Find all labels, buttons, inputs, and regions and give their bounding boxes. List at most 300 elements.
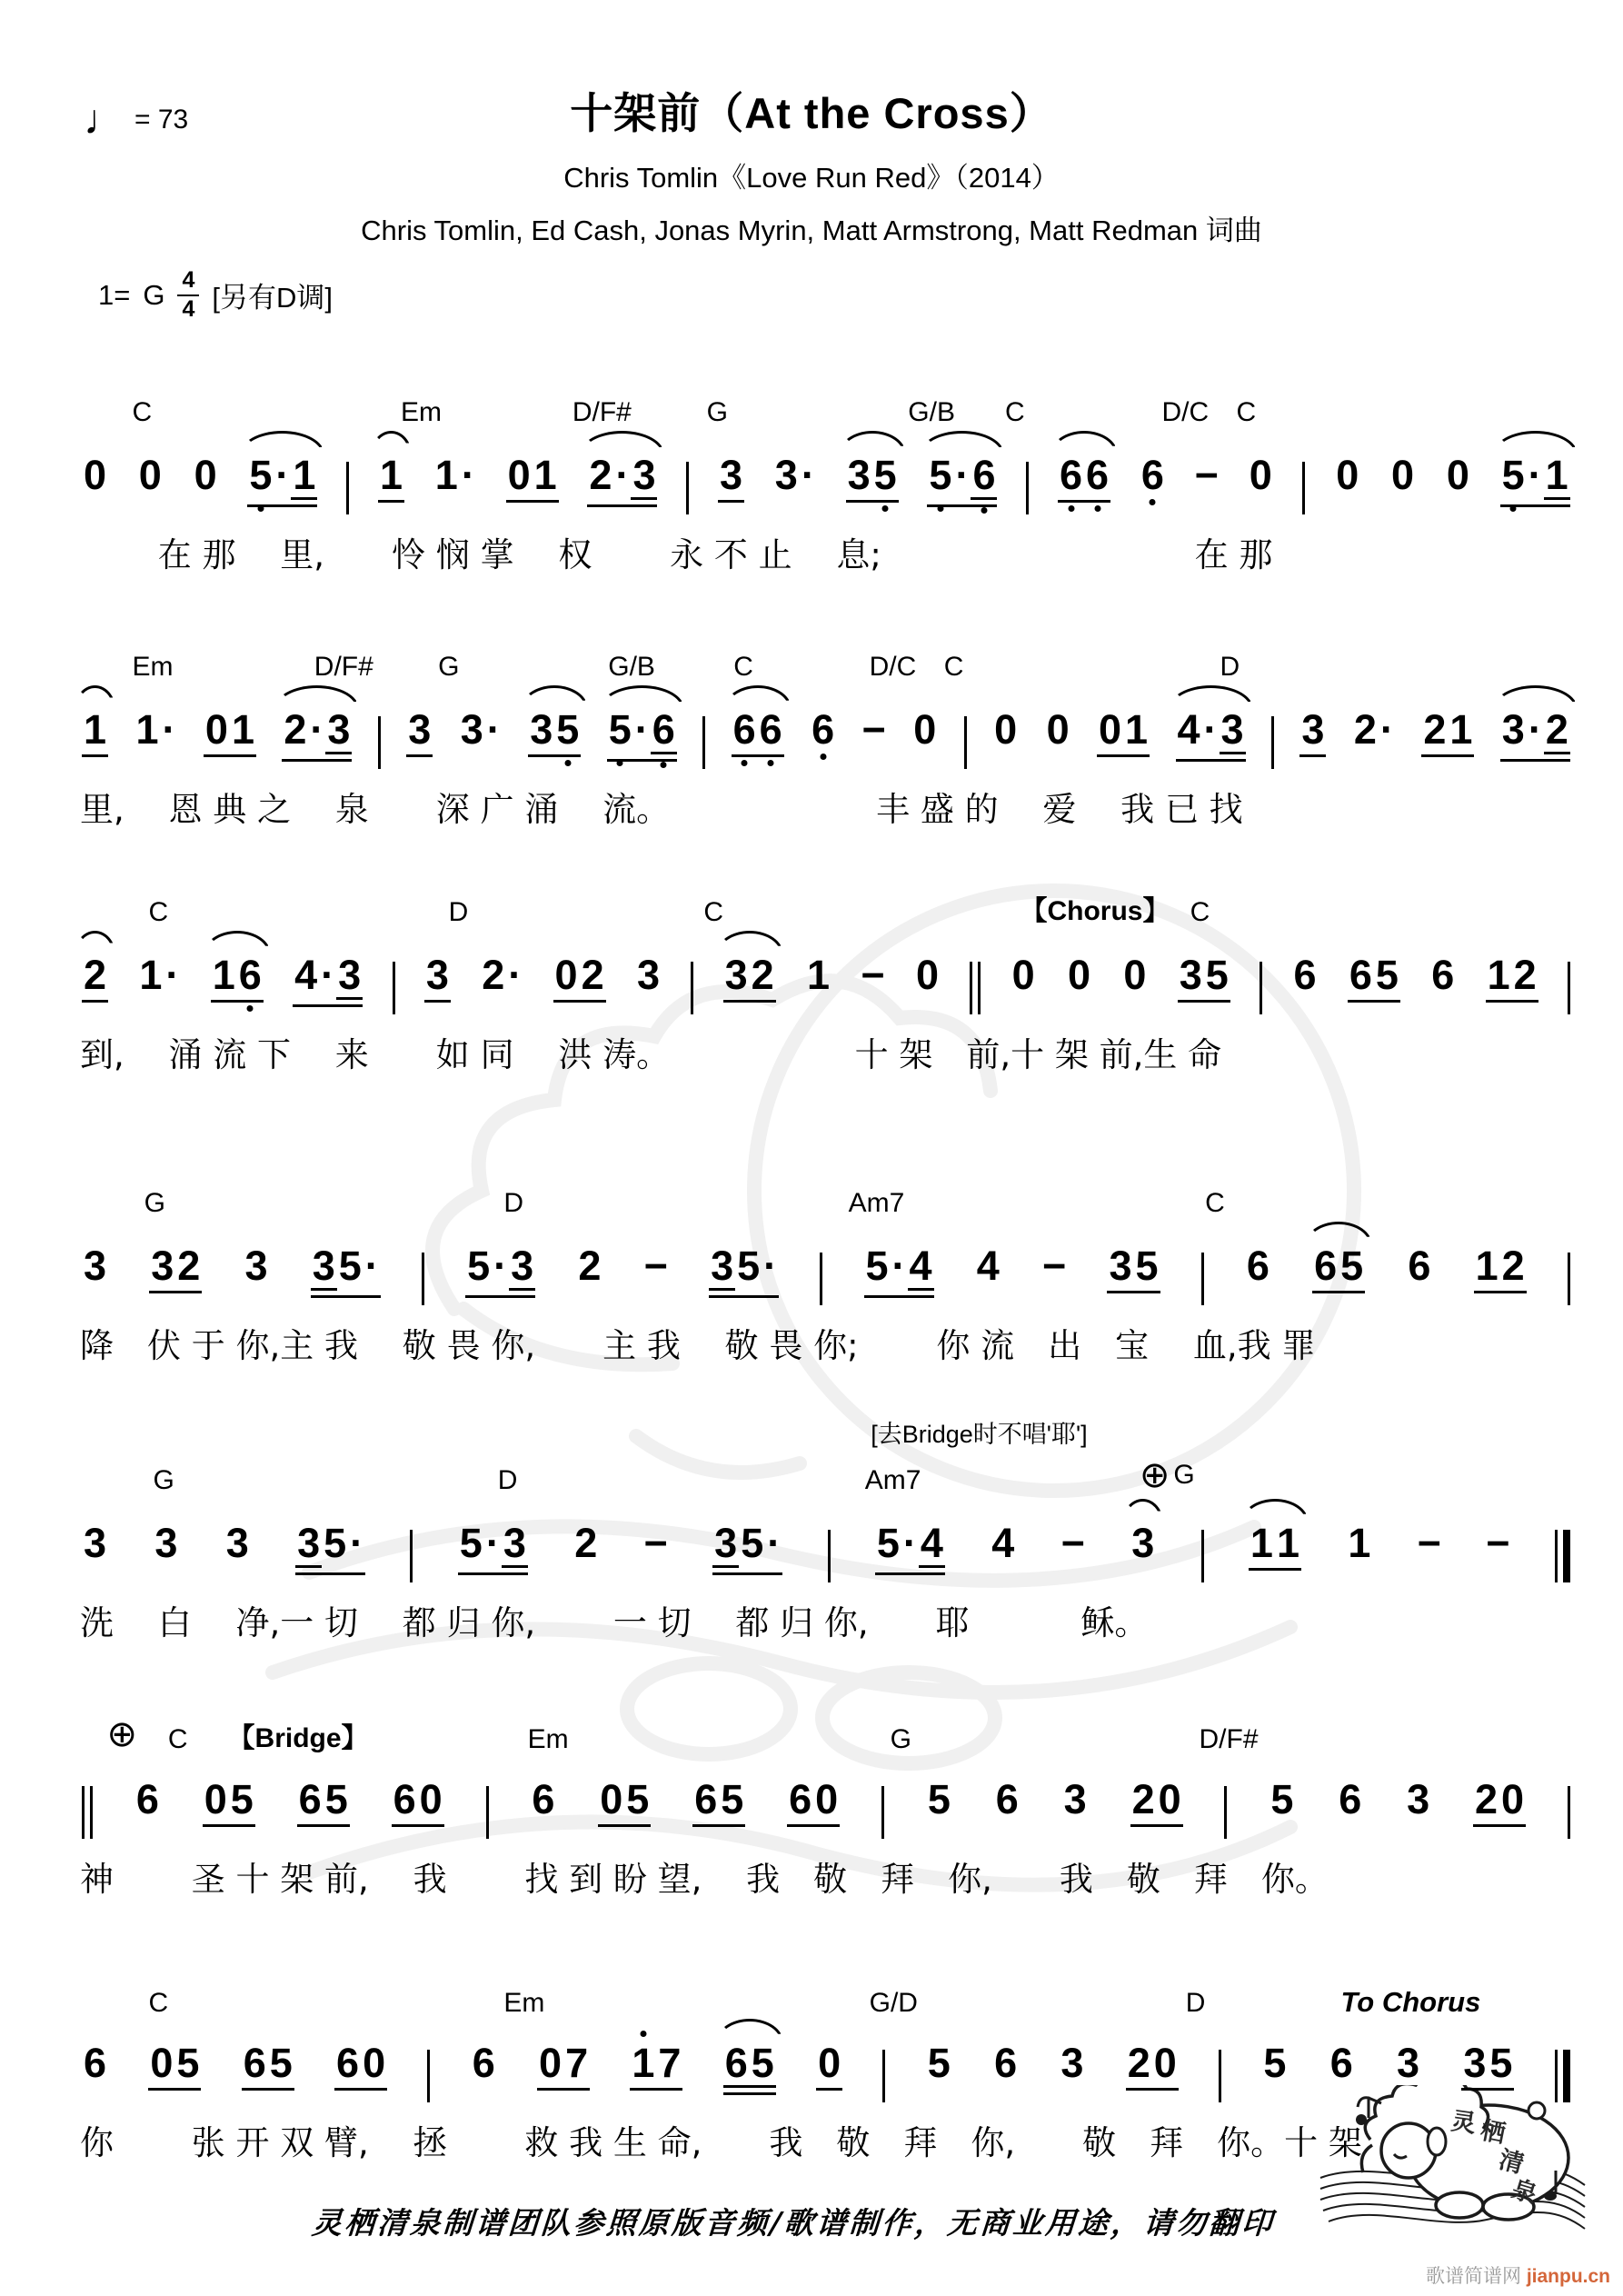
note-char: 6: [393, 1776, 416, 1822]
note-char: ·: [508, 952, 523, 998]
note-group: [1461, 2042, 1514, 2091]
lyrics-line: 到, 涌 流 下 来 如 同 洪 涛。 十 架 前,十 架 前,生 命: [80, 1035, 1222, 1074]
barline: [1568, 1786, 1570, 1839]
note-char: 6: [994, 2040, 1018, 2086]
note-char: 3: [511, 1243, 534, 1289]
chord-label: C: [1236, 397, 1257, 427]
note-char: 1: [84, 706, 107, 753]
note-char: 1: [1487, 952, 1510, 998]
note-char: 5: [608, 706, 632, 753]
barline-stroke: [90, 1786, 93, 1839]
barline-stroke: [691, 962, 693, 1014]
note-group: [1334, 452, 1360, 498]
note-group: [1389, 452, 1416, 498]
coda-sign-icon: ⊕: [106, 1714, 138, 1754]
note-char: 6: [652, 706, 675, 753]
note-char: 4: [294, 952, 318, 998]
note-char: 0: [507, 452, 531, 498]
chord-label: Am7: [848, 1188, 905, 1218]
note-char: 3: [460, 706, 483, 753]
note-char: 6: [243, 2040, 266, 2086]
note-group: [471, 2040, 497, 2086]
note-char: 5: [737, 1243, 761, 1289]
barline-stroke: [1260, 962, 1262, 1014]
note-char: 6: [1086, 452, 1110, 498]
album-line: Chris Tomlin《Love Run Red》（2014）: [563, 162, 1060, 194]
note-char: 5: [1135, 1243, 1159, 1289]
note-group: [153, 1520, 179, 1566]
note-group: [630, 2042, 682, 2091]
note-group: [433, 452, 477, 498]
note-char: 1: [231, 706, 254, 753]
notes-row: [80, 1520, 1572, 1575]
barline-stroke: [1219, 2050, 1221, 2102]
note-char: ·: [310, 706, 324, 753]
barline-stroke: [1555, 2050, 1558, 2102]
barline-stroke: [970, 962, 972, 1014]
barline-stroke: [393, 962, 395, 1014]
dash-note: −: [1486, 1520, 1510, 1566]
note-group: [480, 952, 523, 998]
note-char: 6: [135, 1776, 159, 1822]
chord-label: D: [497, 1465, 518, 1495]
note-char: 0: [1046, 706, 1070, 753]
note-char: 3: [1301, 706, 1325, 753]
barline: [410, 1530, 413, 1582]
note-char: 2: [574, 1520, 598, 1566]
note-char: 0: [1336, 452, 1359, 498]
chord-label: C: [1190, 897, 1210, 927]
note-char: 5: [269, 2040, 293, 2086]
note-char: 1: [1449, 706, 1473, 753]
note-char: ·: [1379, 706, 1394, 753]
note-char: 3: [408, 706, 432, 753]
note-char: 5: [1340, 1243, 1364, 1289]
note-char: ·: [801, 452, 815, 498]
note-group: [1107, 1245, 1160, 1293]
note-group: [506, 454, 559, 503]
lyrics-line: 你 张 开 双 臂, 拯 救 我 生 命, 我 敬 拜 你, 敬 拜 你。十 架: [80, 2123, 1362, 2162]
note-char: ·: [1528, 452, 1542, 498]
chord-label: D/F#: [572, 397, 632, 427]
note-group: [293, 954, 363, 1007]
chord-label: 【Chorus】: [1020, 896, 1170, 926]
note-group: [537, 2042, 590, 2091]
note-char: 5: [865, 1243, 889, 1289]
note-char: 1: [1545, 452, 1568, 498]
note-char: 5: [626, 1776, 650, 1822]
note-char: 2: [1501, 1243, 1525, 1289]
note-group: [1406, 1243, 1432, 1289]
barline-stroke: [1224, 1786, 1227, 1839]
note-group: [530, 1776, 556, 1822]
barline: [1568, 962, 1570, 1014]
chord-label: Em: [132, 652, 174, 682]
note-char: 5: [324, 1776, 348, 1822]
note-group: [911, 706, 938, 753]
note-group: [149, 1245, 202, 1293]
note-char: ·: [350, 1520, 364, 1566]
dash-note: −: [643, 1243, 668, 1289]
note-char: ·: [321, 952, 335, 998]
note-group: [805, 952, 831, 998]
note-char: ·: [461, 452, 475, 498]
barline-stroke: [1201, 1253, 1204, 1305]
chord-label: G: [438, 652, 460, 682]
music-system-4: [80, 1177, 1572, 1367]
note-char: 0: [1446, 452, 1469, 498]
note-char: 3: [714, 1520, 738, 1566]
note-char: 1: [379, 452, 403, 498]
dash-note: −: [1417, 1520, 1441, 1566]
music-system-5: [80, 1421, 1572, 1644]
barline-stroke: [427, 2050, 430, 2102]
logo-char: 栖: [1478, 2116, 1508, 2150]
chord-label: Am7: [864, 1465, 921, 1495]
note-char: ·: [615, 452, 630, 498]
note-char: 0: [194, 452, 217, 498]
chord-label: Em: [503, 1988, 545, 2018]
note-char: 6: [298, 1776, 322, 1822]
barline-stroke: [881, 1786, 884, 1839]
note-char: 3: [297, 1520, 321, 1566]
barline-stroke: [964, 716, 967, 769]
dash-note: −: [1194, 452, 1219, 498]
note-char: 3: [154, 1520, 178, 1566]
note-char: 4: [976, 1243, 1000, 1289]
note-group: [635, 952, 662, 998]
note-char: 0: [539, 2040, 563, 2086]
barline-stroke: [486, 1786, 489, 1839]
barline: [964, 716, 967, 769]
note-group: [1178, 954, 1230, 1003]
note-group: [1248, 452, 1274, 498]
performance-annotation: [去Bridge时不唱'耶']: [871, 1421, 1088, 1448]
note-group: [810, 706, 836, 753]
note-group: [148, 2042, 201, 2091]
note-char: 6: [1408, 1243, 1431, 1289]
note-group: [82, 2040, 108, 2086]
note-group: [598, 1776, 651, 1827]
note-char: 5: [876, 1520, 900, 1566]
chord-row: [80, 1454, 1572, 1496]
dash-note: −: [643, 1520, 668, 1566]
note-char: 2: [84, 952, 107, 998]
note-group: [242, 2042, 294, 2091]
note-char: 5: [927, 2040, 951, 2086]
barline-stroke: [1271, 716, 1274, 769]
chord-label: D: [1220, 652, 1240, 682]
note-group: [732, 706, 784, 757]
note-char: 1: [212, 952, 235, 998]
note-char: 3: [1220, 706, 1244, 753]
note-char: 1: [632, 2040, 655, 2086]
note-group: [82, 1520, 108, 1566]
note-group: [137, 952, 181, 998]
note-char: 3: [1109, 1243, 1132, 1289]
note-char: 6: [732, 706, 756, 753]
note-group: [1130, 1520, 1156, 1566]
chord-label: C: [703, 897, 724, 927]
note-char: 0: [994, 706, 1018, 753]
note-char: ·: [955, 452, 970, 498]
note-char: 0: [600, 1776, 623, 1822]
chord-label: D/F#: [1199, 1724, 1259, 1754]
note-char: 7: [658, 2040, 682, 2086]
chord-label: D/F#: [314, 652, 373, 682]
note-char: ·: [763, 1243, 778, 1289]
notes-row: [80, 952, 1572, 1007]
note-group: [926, 2040, 952, 2086]
note-group: [528, 706, 581, 757]
note-char: 6: [1293, 952, 1317, 998]
barline: [486, 1786, 489, 1839]
chord-label: D/C: [869, 652, 917, 682]
note-group: [1121, 952, 1148, 998]
logo-char: 泉: [1508, 2175, 1540, 2210]
note-char: 6: [1329, 2040, 1353, 2086]
barline-stroke: [410, 1530, 413, 1582]
barline: [1026, 462, 1029, 514]
note-char: 0: [1501, 1776, 1525, 1822]
barline-stroke: [346, 462, 349, 514]
note-char: 0: [150, 2040, 174, 2086]
notes-row: [80, 2042, 1572, 2095]
note-char: 5: [1489, 2040, 1513, 2086]
note-char: 6: [238, 952, 262, 998]
note-char: 6: [84, 2040, 107, 2086]
note-group: [1062, 1776, 1089, 1822]
note-group: [773, 452, 817, 498]
note-group: [1348, 954, 1400, 1003]
chord-row: [80, 386, 1572, 428]
note-char: 3: [636, 952, 660, 998]
note-group: [975, 1243, 1001, 1289]
barline: [691, 962, 693, 1014]
note-group: [864, 1245, 934, 1298]
barline-stroke: [702, 716, 705, 769]
note-group: [994, 1776, 1021, 1822]
note-group: [134, 1776, 161, 1822]
barline: [1224, 1786, 1227, 1839]
note-group: [914, 952, 941, 998]
note-char: 3: [327, 706, 351, 753]
note-char: 3: [503, 1520, 526, 1566]
alternate-key-note: [另有D调]: [212, 282, 334, 314]
barline: [820, 1253, 822, 1305]
music-system-1: [80, 386, 1572, 576]
note-char: 0: [554, 952, 578, 998]
note-char: 1: [293, 452, 316, 498]
note-char: 1: [1250, 1520, 1273, 1566]
note-char: 3: [1463, 2040, 1487, 2086]
note-char: 0: [1249, 452, 1272, 498]
barline-stroke: [1568, 962, 1570, 1014]
note-char: 2: [1131, 1776, 1155, 1822]
chord-label: Em: [401, 397, 443, 427]
note-char: 0: [915, 952, 940, 998]
note-char: 6: [336, 2040, 360, 2086]
note-char: 3: [1179, 952, 1202, 998]
chord-label: C: [943, 652, 964, 682]
note-char: 6: [1339, 1776, 1362, 1822]
barline: [1568, 1253, 1570, 1305]
note-char: 5: [338, 1243, 362, 1289]
note-char: ·: [162, 706, 176, 753]
note-char: 5: [230, 1776, 254, 1822]
note-char: 6: [1314, 1243, 1338, 1289]
chord-label: C: [132, 397, 153, 427]
meter-numerator: 4: [177, 268, 199, 296]
note-char: 4: [909, 1243, 932, 1289]
barline-stroke: [378, 716, 381, 769]
chord-row: [80, 1713, 1572, 1755]
chord-label: C: [1205, 1188, 1225, 1218]
note-group: [204, 706, 256, 757]
song-title: 十架前（At the Cross）: [570, 89, 1053, 137]
note-group: [926, 1776, 952, 1822]
note-group: [787, 1776, 840, 1827]
double-barline: [970, 962, 981, 1014]
barline-stroke: [1563, 1530, 1570, 1582]
chord-label: G: [144, 1188, 165, 1218]
notes-row: [80, 452, 1572, 507]
note-group: [1474, 1245, 1527, 1293]
key-prefix: 1=: [98, 278, 131, 311]
note-group: [1126, 2042, 1179, 2091]
barline: [1271, 716, 1274, 769]
note-char: 6: [1140, 452, 1164, 498]
barline-stroke: [1302, 462, 1305, 514]
note-group: [846, 454, 899, 503]
note-char: ·: [486, 706, 501, 753]
chord-label: G/D: [869, 1988, 918, 2018]
note-group: [1500, 706, 1570, 762]
note-group: [1130, 1776, 1183, 1827]
note-char: ·: [902, 1520, 917, 1566]
note-char: 5: [1501, 452, 1525, 498]
note-char: ·: [165, 952, 180, 998]
barline: [346, 462, 349, 514]
copyright-note: 灵栖清泉制谱团队参照原版音频/歌谱制作，无商业用途，请勿翻印: [310, 2205, 1276, 2241]
site-name: 歌谱简谱网: [1425, 2266, 1521, 2287]
chord-label: 【Bridge】: [227, 1723, 369, 1753]
note-char: 5: [176, 2040, 200, 2086]
barline-stroke: [422, 1253, 424, 1305]
note-group: [1011, 952, 1037, 998]
note-char: 1: [139, 952, 163, 998]
note-char: 5: [1270, 1776, 1294, 1822]
note-group: [1486, 954, 1538, 1003]
note-group: [378, 454, 404, 503]
note-char: 2: [1423, 706, 1447, 753]
note-char: 7: [565, 2040, 589, 2086]
note-group: [311, 1245, 381, 1298]
note-char: 6: [759, 706, 782, 753]
note-group: [458, 1522, 528, 1575]
note-char: 2: [578, 1243, 602, 1289]
note-char: ·: [364, 1243, 379, 1289]
barline-stroke: [686, 462, 689, 514]
note-group: [718, 454, 744, 503]
note-char: 5: [873, 452, 897, 498]
chord-label: C: [148, 1988, 169, 2018]
note-char: 5: [927, 1776, 951, 1822]
note-group: [211, 954, 264, 1003]
note-group: [137, 452, 164, 498]
note-char: 4: [991, 1520, 1015, 1566]
chord-label: G/B: [908, 397, 955, 427]
note-group: [1329, 2040, 1355, 2086]
barline: [422, 1253, 424, 1305]
lyrics-line: 在 那 里, 怜 悯 掌 权 永 不 止 息; 在 那: [80, 535, 1273, 574]
dash-note: −: [861, 952, 885, 998]
note-group: [1045, 706, 1071, 753]
note-group: [1395, 2040, 1421, 2086]
note-group: [1059, 2040, 1085, 2086]
note-char: 5: [324, 1520, 347, 1566]
lyrics-line: 神 圣 十 架 前, 我 找 到 盼 望, 我 敬 拜 你, 我 敬 拜 你。: [80, 1860, 1329, 1899]
note-group: [992, 2040, 1019, 2086]
music-system-7: [80, 1977, 1572, 2164]
chord-label: C: [148, 897, 169, 927]
note-char: 0: [818, 2040, 841, 2086]
double-barline: [82, 1786, 93, 1839]
note-char: 6: [532, 1776, 555, 1822]
chord-label: G: [890, 1724, 911, 1754]
note-char: 3: [312, 1243, 335, 1289]
note-char: 5: [467, 1243, 491, 1289]
note-char: 0: [1011, 952, 1035, 998]
note-char: 1: [1276, 1520, 1299, 1566]
note-char: 6: [1431, 952, 1455, 998]
note-group: [334, 2042, 387, 2091]
barline-stroke: [1568, 1253, 1570, 1305]
music-system-6: [80, 1713, 1572, 1901]
barline: [427, 2050, 430, 2102]
note-group: [82, 706, 108, 757]
note-char: 3: [1501, 706, 1525, 753]
note-group: [1269, 1776, 1295, 1822]
note-group: [459, 706, 503, 753]
note-group: [243, 1243, 269, 1289]
note-group: [1500, 454, 1570, 507]
barline: [1260, 962, 1262, 1014]
note-group: [193, 452, 219, 498]
chord-label: D: [1185, 1988, 1206, 2018]
note-char: 5: [741, 1520, 764, 1566]
barline-stroke: [1555, 1530, 1558, 1582]
note-char: 5: [1375, 952, 1399, 998]
barline-stroke: [882, 2050, 885, 2102]
note-group: [723, 2042, 776, 2095]
meter-denominator: 4: [182, 295, 195, 322]
note-char: 3: [632, 452, 656, 498]
note-char: 1: [533, 452, 557, 498]
note-char: ·: [485, 1520, 500, 1566]
note-group: [1346, 1520, 1372, 1566]
note-char: 3: [711, 1243, 734, 1289]
note-char: 3: [338, 952, 362, 998]
note-char: ·: [1528, 706, 1542, 753]
note-group: [1445, 452, 1471, 498]
chord-row: [80, 886, 1572, 928]
note-group: [392, 1776, 444, 1827]
coda-sign-icon: ⊕: [1139, 1455, 1170, 1495]
note-group: [990, 1520, 1016, 1566]
note-char: 2: [1545, 706, 1568, 753]
note-char: 6: [724, 2040, 748, 2086]
